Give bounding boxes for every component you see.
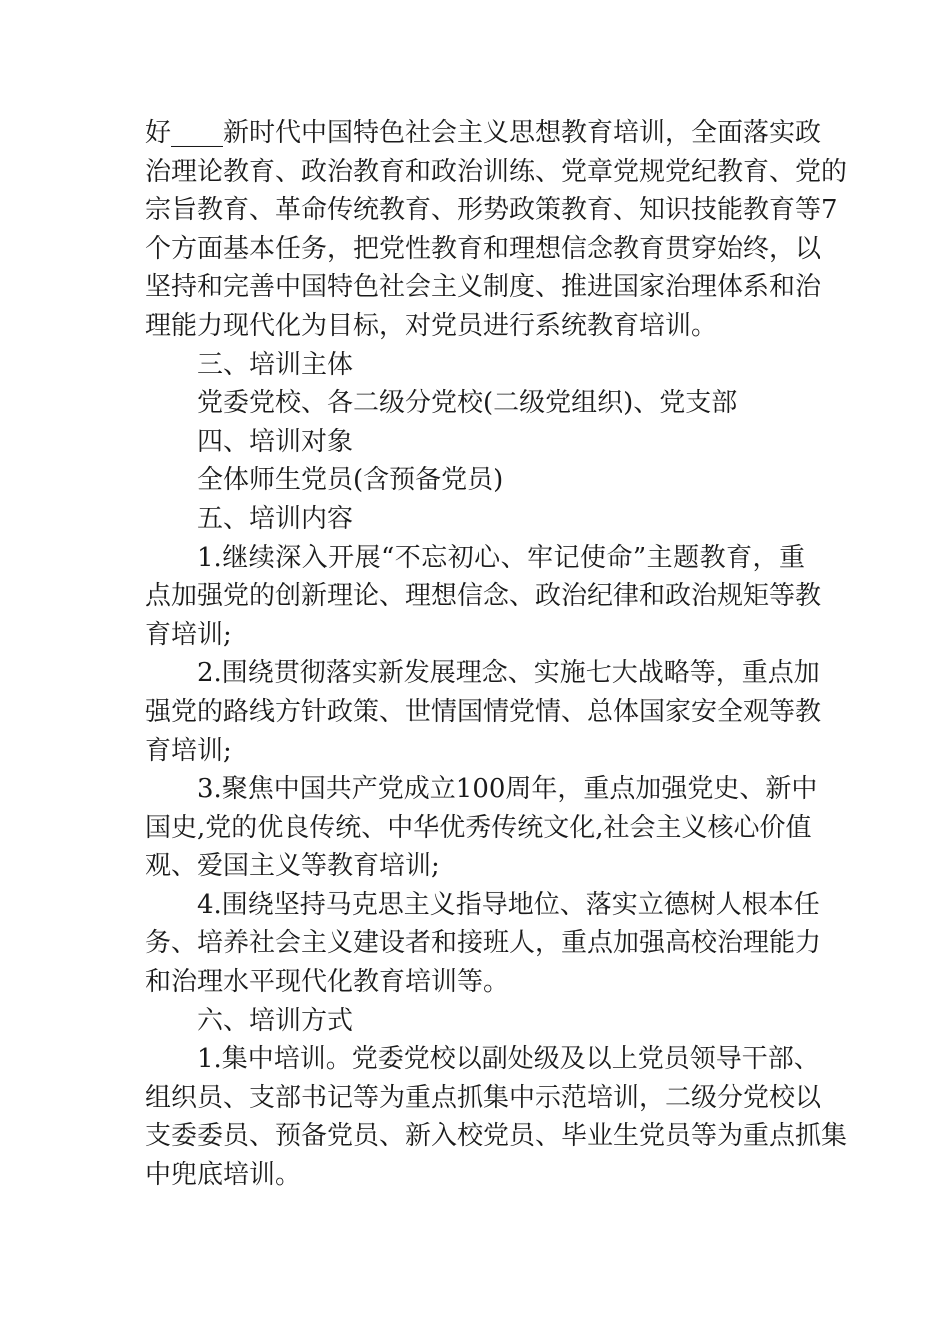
- text-line: 点加强党的创新理论、理想信念、政治纪律和政治规矩等教: [145, 581, 822, 612]
- section-heading: 六、培训方式: [197, 1005, 354, 1036]
- text-line: 国史,党的优良传统、中华优秀传统文化,社会主义核心价值: [145, 812, 812, 843]
- section-heading: 四、培训对象: [197, 426, 354, 457]
- text-line: 好____新时代中国特色社会主义思想教育培训，全面落实政: [145, 118, 822, 148]
- text-line: 中兜底培训。: [145, 1160, 302, 1191]
- document-page: [145, 114, 848, 1195]
- text-line: 强党的路线方针政策、世情国情党情、总体国家安全观等教: [145, 696, 822, 727]
- text-line: 2.围绕贯彻落实新发展理念、实施七大战略等，重点加: [197, 658, 820, 689]
- text-line: 支委委员、预备党员、新入校党员、毕业生党员等为重点抓集: [145, 1121, 848, 1152]
- text-line: 观、爱国主义等教育培训;: [145, 851, 440, 882]
- text-line: 组织员、支部书记等为重点抓集中示范培训，二级分党校以: [145, 1082, 822, 1113]
- section-body: 全体师生党员(含预备党员): [197, 465, 504, 496]
- section-heading: 五、培训内容: [197, 503, 354, 534]
- text-line: 宗旨教育、革命传统教育、形势政策教育、知识技能教育等7: [145, 195, 838, 226]
- text-line: 1.继续深入开展“不忘初心、牢记使命”主题教育，重: [197, 542, 805, 573]
- section-heading: 三、培训主体: [197, 349, 354, 380]
- text-line: 治理论教育、政治教育和政治训练、党章党规党纪教育、党的: [145, 156, 848, 187]
- text-line: 育培训;: [145, 619, 232, 650]
- text-line: 4.围绕坚持马克思主义指导地位、落实立德树人根本任: [197, 889, 820, 920]
- intro-paragraph: [145, 114, 848, 346]
- list-item: [145, 539, 822, 655]
- text-line: 务、培养社会主义建设者和接班人，重点加强高校治理能力: [145, 928, 822, 959]
- text-line: 1.集中培训。党委党校以副处级及以上党员领导干部、: [197, 1044, 820, 1075]
- list-item: [145, 770, 818, 886]
- text-line: 坚持和完善中国特色社会主义制度、推进国家治理体系和治: [145, 272, 822, 303]
- text-line: 个方面基本任务，把党性教育和理想信念教育贯穿始终，以: [145, 233, 822, 264]
- text-line: 3.聚焦中国共产党成立100周年，重点加强党史、新中: [197, 774, 818, 805]
- list-item: [145, 886, 822, 1002]
- list-item: [145, 1040, 848, 1194]
- list-item: [145, 654, 822, 770]
- text-line: 理能力现代化为目标，对党员进行系统教育培训。: [145, 310, 718, 341]
- text-line: 和治理水平现代化教育培训等。: [145, 967, 510, 998]
- text-line: 育培训;: [145, 735, 232, 766]
- section-body: 党委党校、各二级分党校(二级党组织)、党支部: [197, 388, 738, 419]
